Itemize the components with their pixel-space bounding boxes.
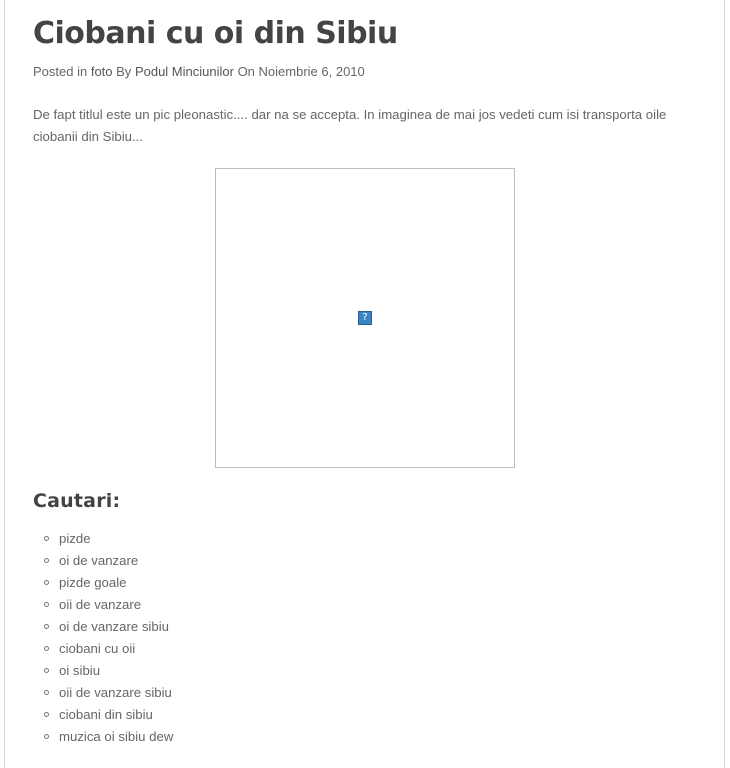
search-term-link[interactable]: pizde — [59, 531, 91, 546]
category-link[interactable]: foto — [90, 64, 113, 79]
bullet-icon — [44, 734, 49, 739]
bullet-icon — [44, 646, 49, 651]
bullet-icon — [44, 558, 49, 563]
search-term-link[interactable]: oi de vanzare sibiu — [59, 619, 169, 634]
list-item — [33, 528, 173, 550]
on-label: On — [237, 64, 255, 79]
search-term-link[interactable]: ciobani cu oii — [59, 641, 136, 656]
search-term-link[interactable]: oii de vanzare sibiu — [59, 685, 172, 700]
search-term-link[interactable]: pizde goale — [59, 575, 127, 590]
post-title[interactable]: Ciobani cu oi din Sibiu — [33, 16, 398, 51]
bullet-icon — [44, 624, 49, 629]
bullet-icon — [44, 690, 49, 695]
list-item — [33, 616, 173, 638]
bullet-icon — [44, 536, 49, 541]
posted-in-label: Posted in — [33, 64, 88, 79]
search-term-link[interactable]: oii de vanzare — [59, 597, 142, 612]
search-term-link[interactable]: oi de vanzare — [59, 553, 139, 568]
post-body: De fapt titlul este un pic pleonastic.... dar na se accepta. In imaginea de mai jos vedeti cum isi transporta oile ciobanii din Sibiu... — [33, 107, 667, 144]
list-item — [33, 572, 173, 594]
list-item — [33, 594, 173, 616]
list-item — [33, 682, 173, 704]
post-date: Noiembrie 6, 2010 — [258, 64, 365, 79]
post-image[interactable] — [215, 168, 515, 468]
search-term-link[interactable]: muzica oi sibiu dew — [59, 729, 174, 744]
searches-list — [33, 528, 173, 748]
list-item — [33, 704, 173, 726]
search-term-link[interactable]: ciobani din sibiu — [59, 707, 153, 722]
author-link[interactable]: Podul Minciunilor — [134, 64, 234, 79]
post-meta — [33, 64, 365, 80]
by-label: By — [116, 64, 132, 79]
bullet-icon — [44, 602, 49, 607]
bullet-icon — [44, 668, 49, 673]
list-item — [33, 550, 173, 572]
list-item — [33, 660, 173, 682]
bullet-icon — [44, 580, 49, 585]
searches-heading: Cautari: — [33, 490, 121, 512]
list-item — [33, 726, 173, 748]
search-term-link[interactable]: oi sibiu — [59, 663, 101, 678]
list-item — [33, 638, 173, 660]
broken-image-icon: ? — [358, 311, 372, 325]
bullet-icon — [44, 712, 49, 717]
